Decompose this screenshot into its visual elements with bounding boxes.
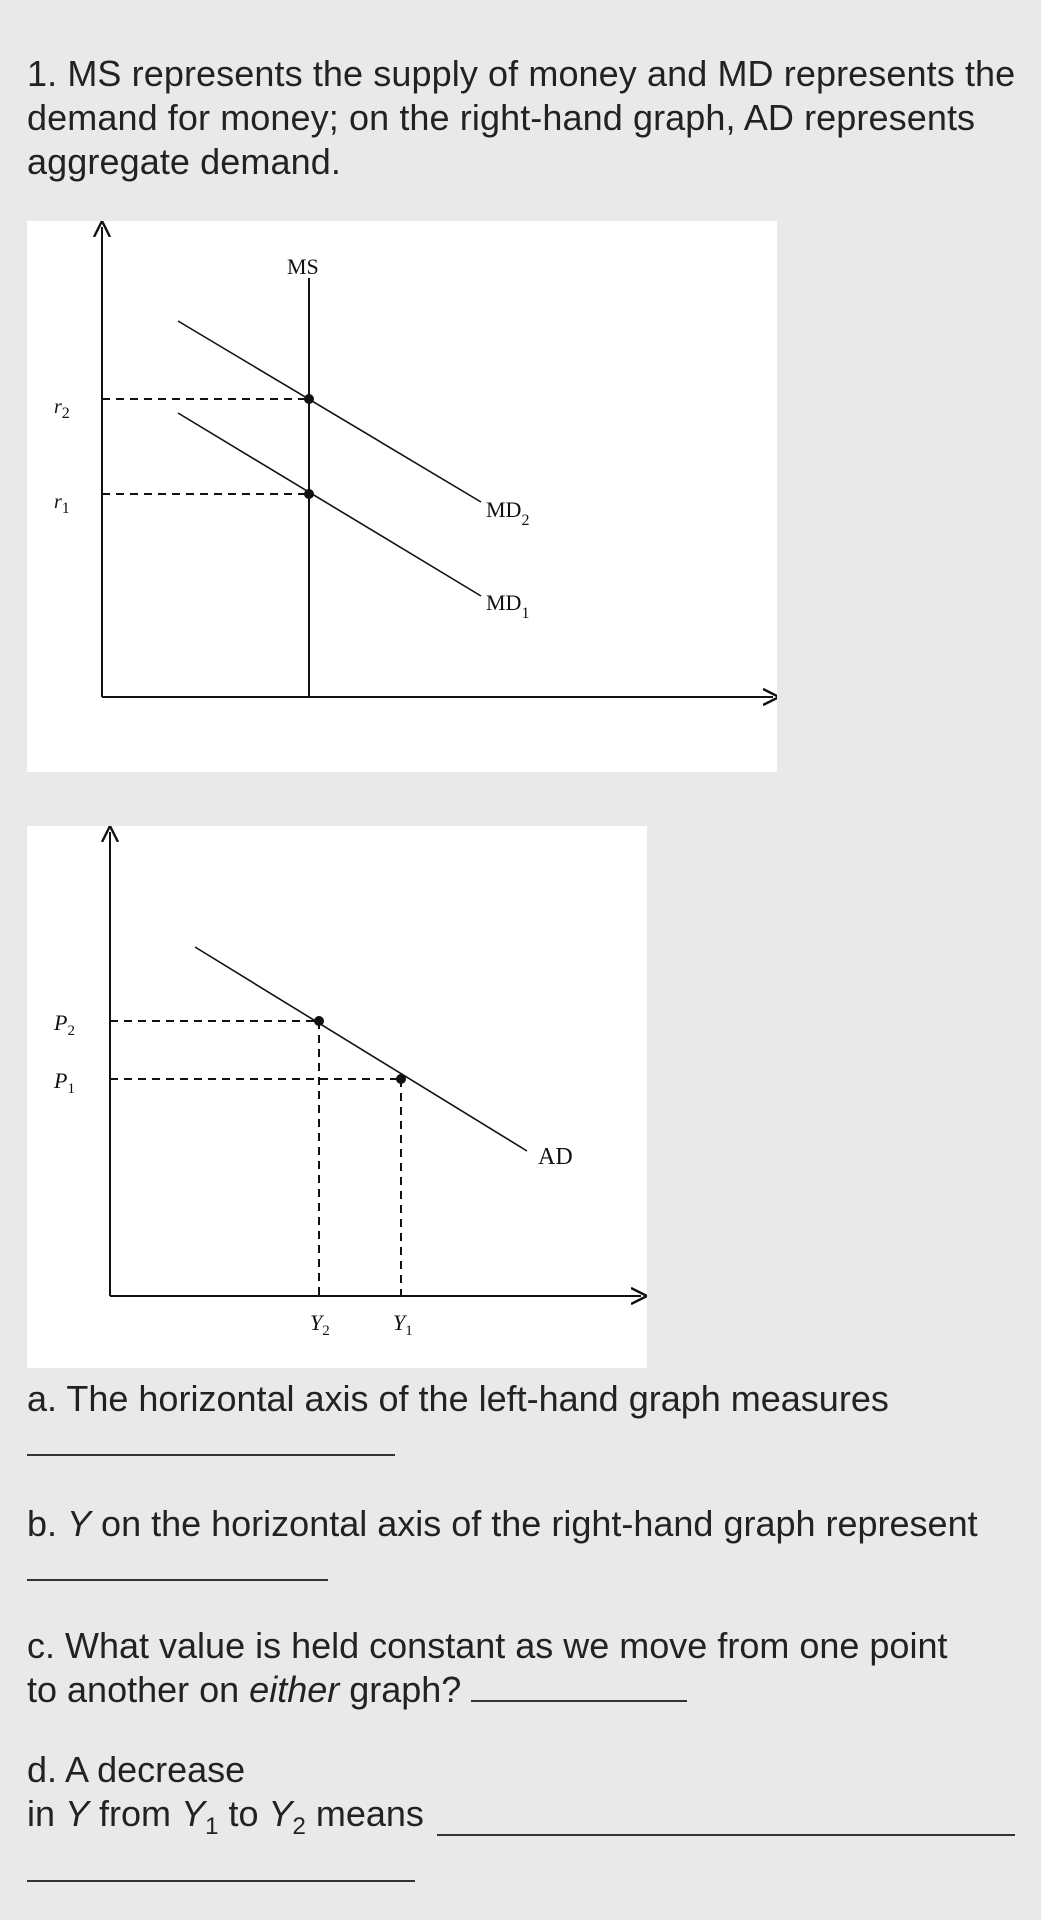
r1-label: $r_1$ (54, 491, 70, 517)
aggregate-demand-svg (27, 826, 647, 1368)
y1-label: $Y_1$ (393, 1310, 413, 1339)
md1-curve (178, 413, 481, 596)
p2-label: $P_2$ (54, 1010, 75, 1039)
equilibrium-point-1 (304, 489, 314, 499)
ad-point-1 (396, 1074, 406, 1084)
answer-blank-b[interactable] (27, 1577, 328, 1581)
p1-label: $P_1$ (54, 1068, 75, 1097)
md1-label: $MD_1$ (486, 590, 530, 622)
md2-label: $MD_2$ (486, 497, 530, 529)
answer-blank-a[interactable] (27, 1452, 395, 1456)
y2-label: $Y_2$ (310, 1310, 330, 1339)
question-c-line2: to another on either graph? (27, 1668, 687, 1712)
question-b: b. Y on the horizontal axis of the right-hand graph represent (27, 1503, 978, 1544)
question-d-line2: in Y from $Y_1$ to $Y_2$ means (27, 1793, 424, 1841)
aggregate-demand-graph (27, 826, 647, 1368)
md2-curve (178, 321, 481, 502)
money-market-graph (27, 221, 777, 772)
equilibrium-point-2 (304, 394, 314, 404)
question-a: a. The horizontal axis of the left-hand graph measures (27, 1378, 889, 1419)
answer-blank-d-line1[interactable] (437, 1832, 1015, 1836)
ad-label: AD (538, 1144, 573, 1170)
r2-label: $r_2$ (54, 396, 70, 422)
question-d-line1: d. A decrease (27, 1749, 246, 1790)
ad-curve (195, 947, 527, 1151)
ms-label: MS (287, 254, 319, 279)
ad-point-2 (314, 1016, 324, 1026)
question-c-line1: c. What value is held constant as we move from one point (27, 1625, 948, 1666)
answer-blank-d-line2[interactable] (27, 1878, 415, 1882)
question-intro: 1. MS represents the supply of money and MD represents the demand for money; on the right-hand graph, AD represents aggregate demand. (27, 53, 1016, 182)
money-market-svg (27, 221, 777, 772)
answer-blank-c[interactable] (471, 1672, 687, 1702)
